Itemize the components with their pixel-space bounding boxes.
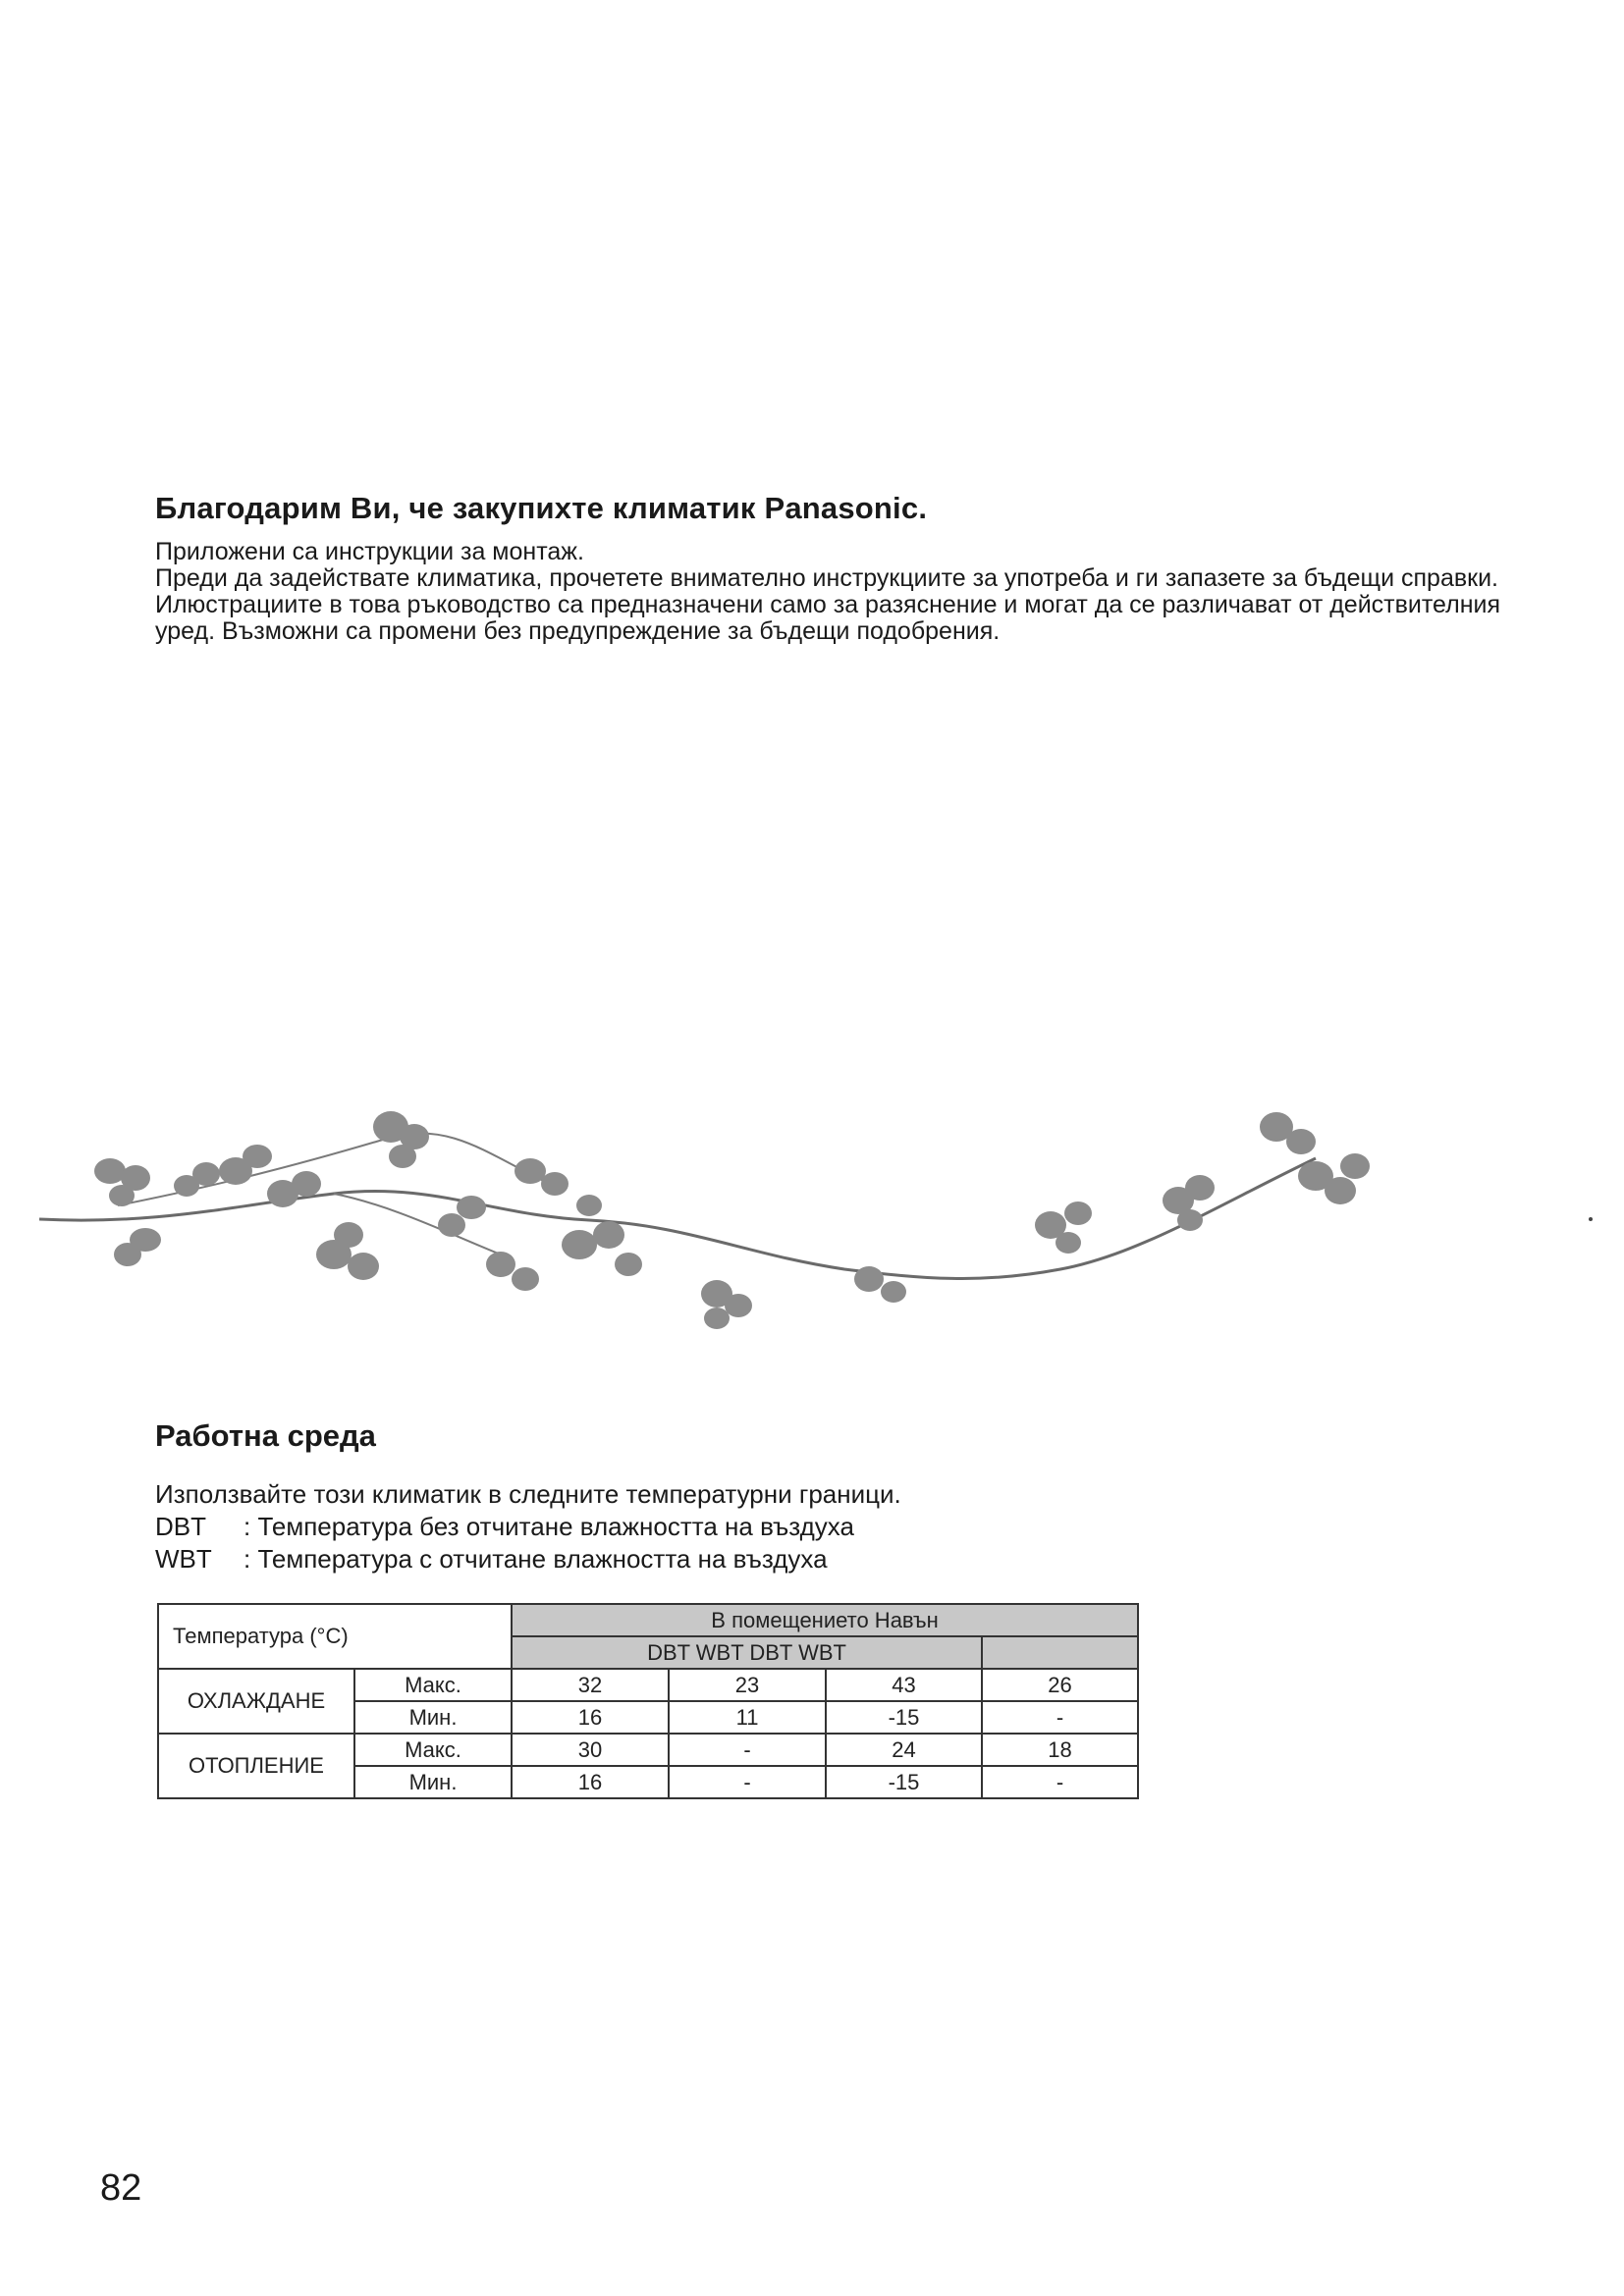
limit-cell: Мин. (354, 1701, 512, 1734)
wbt-text: : Температура с отчитане влажността на въздуха (244, 1544, 828, 1574)
table-corner-label: Температура (°C) (158, 1604, 512, 1669)
value-cell: 18 (982, 1734, 1138, 1766)
value-cell: 24 (826, 1734, 982, 1766)
value-cell: 11 (669, 1701, 826, 1734)
environment-title: Работна среда (155, 1418, 376, 1453)
value-cell: - (982, 1701, 1138, 1734)
thanks-title: Благодарим Ви, че закупихте климатик Panasonic. (155, 491, 928, 525)
stray-dot (1589, 1217, 1593, 1221)
value-cell: - (669, 1734, 826, 1766)
table-subheader: DBT WBT DBT WBT (512, 1636, 982, 1669)
value-cell: 16 (512, 1766, 669, 1798)
value-cell: 43 (826, 1669, 982, 1701)
limit-cell: Макс. (354, 1669, 512, 1701)
clover-vine-illustration (39, 1097, 1473, 1333)
value-cell: 26 (982, 1669, 1138, 1701)
page-number: 82 (100, 2167, 142, 2209)
table-row (158, 1734, 1138, 1766)
value-cell: 32 (512, 1669, 669, 1701)
dbt-text: : Температура без отчитане влажността на въздуха (244, 1512, 854, 1541)
environment-description: Използвайте този климатик в следните температурни граници. (155, 1479, 901, 1509)
value-cell: - (669, 1766, 826, 1798)
value-cell: -15 (826, 1766, 982, 1798)
table-header-row (158, 1604, 1138, 1636)
value-cell: 16 (512, 1701, 669, 1734)
limit-cell: Мин. (354, 1766, 512, 1798)
intro-text (155, 539, 1530, 645)
value-cell: 23 (669, 1669, 826, 1701)
limit-cell: Макс. (354, 1734, 512, 1766)
value-cell: 30 (512, 1734, 669, 1766)
dbt-abbr: DBT (155, 1512, 206, 1541)
intro-paragraph: Илюстрациите в това ръководство са предназначени само за разяснение и могат да се различават от действителния уред. Възможни са промени без предупреждение за бъдещи подобрения. (155, 591, 1501, 645)
value-cell: -15 (826, 1701, 982, 1734)
environment-text (155, 1478, 901, 1575)
table-subheader-cell (982, 1636, 1138, 1669)
mode-cell: ОХЛАЖДАНЕ (158, 1669, 354, 1734)
wbt-abbr: WBT (155, 1544, 212, 1574)
intro-paragraph: Приложени са инструкции за монтаж. (155, 538, 584, 565)
dbt-definition (155, 1511, 901, 1543)
mode-cell: ОТОПЛЕНИЕ (158, 1734, 354, 1798)
table-row (158, 1669, 1138, 1701)
temperature-limits-table (157, 1603, 1139, 1799)
wbt-definition (155, 1543, 901, 1575)
table-group-header: В помещението Навън (512, 1604, 1138, 1636)
value-cell: - (982, 1766, 1138, 1798)
intro-paragraph: Преди да задействате климатика, прочетете внимателно инструкциите за употреба и ги запазете за бъдещи справки. (155, 564, 1498, 592)
